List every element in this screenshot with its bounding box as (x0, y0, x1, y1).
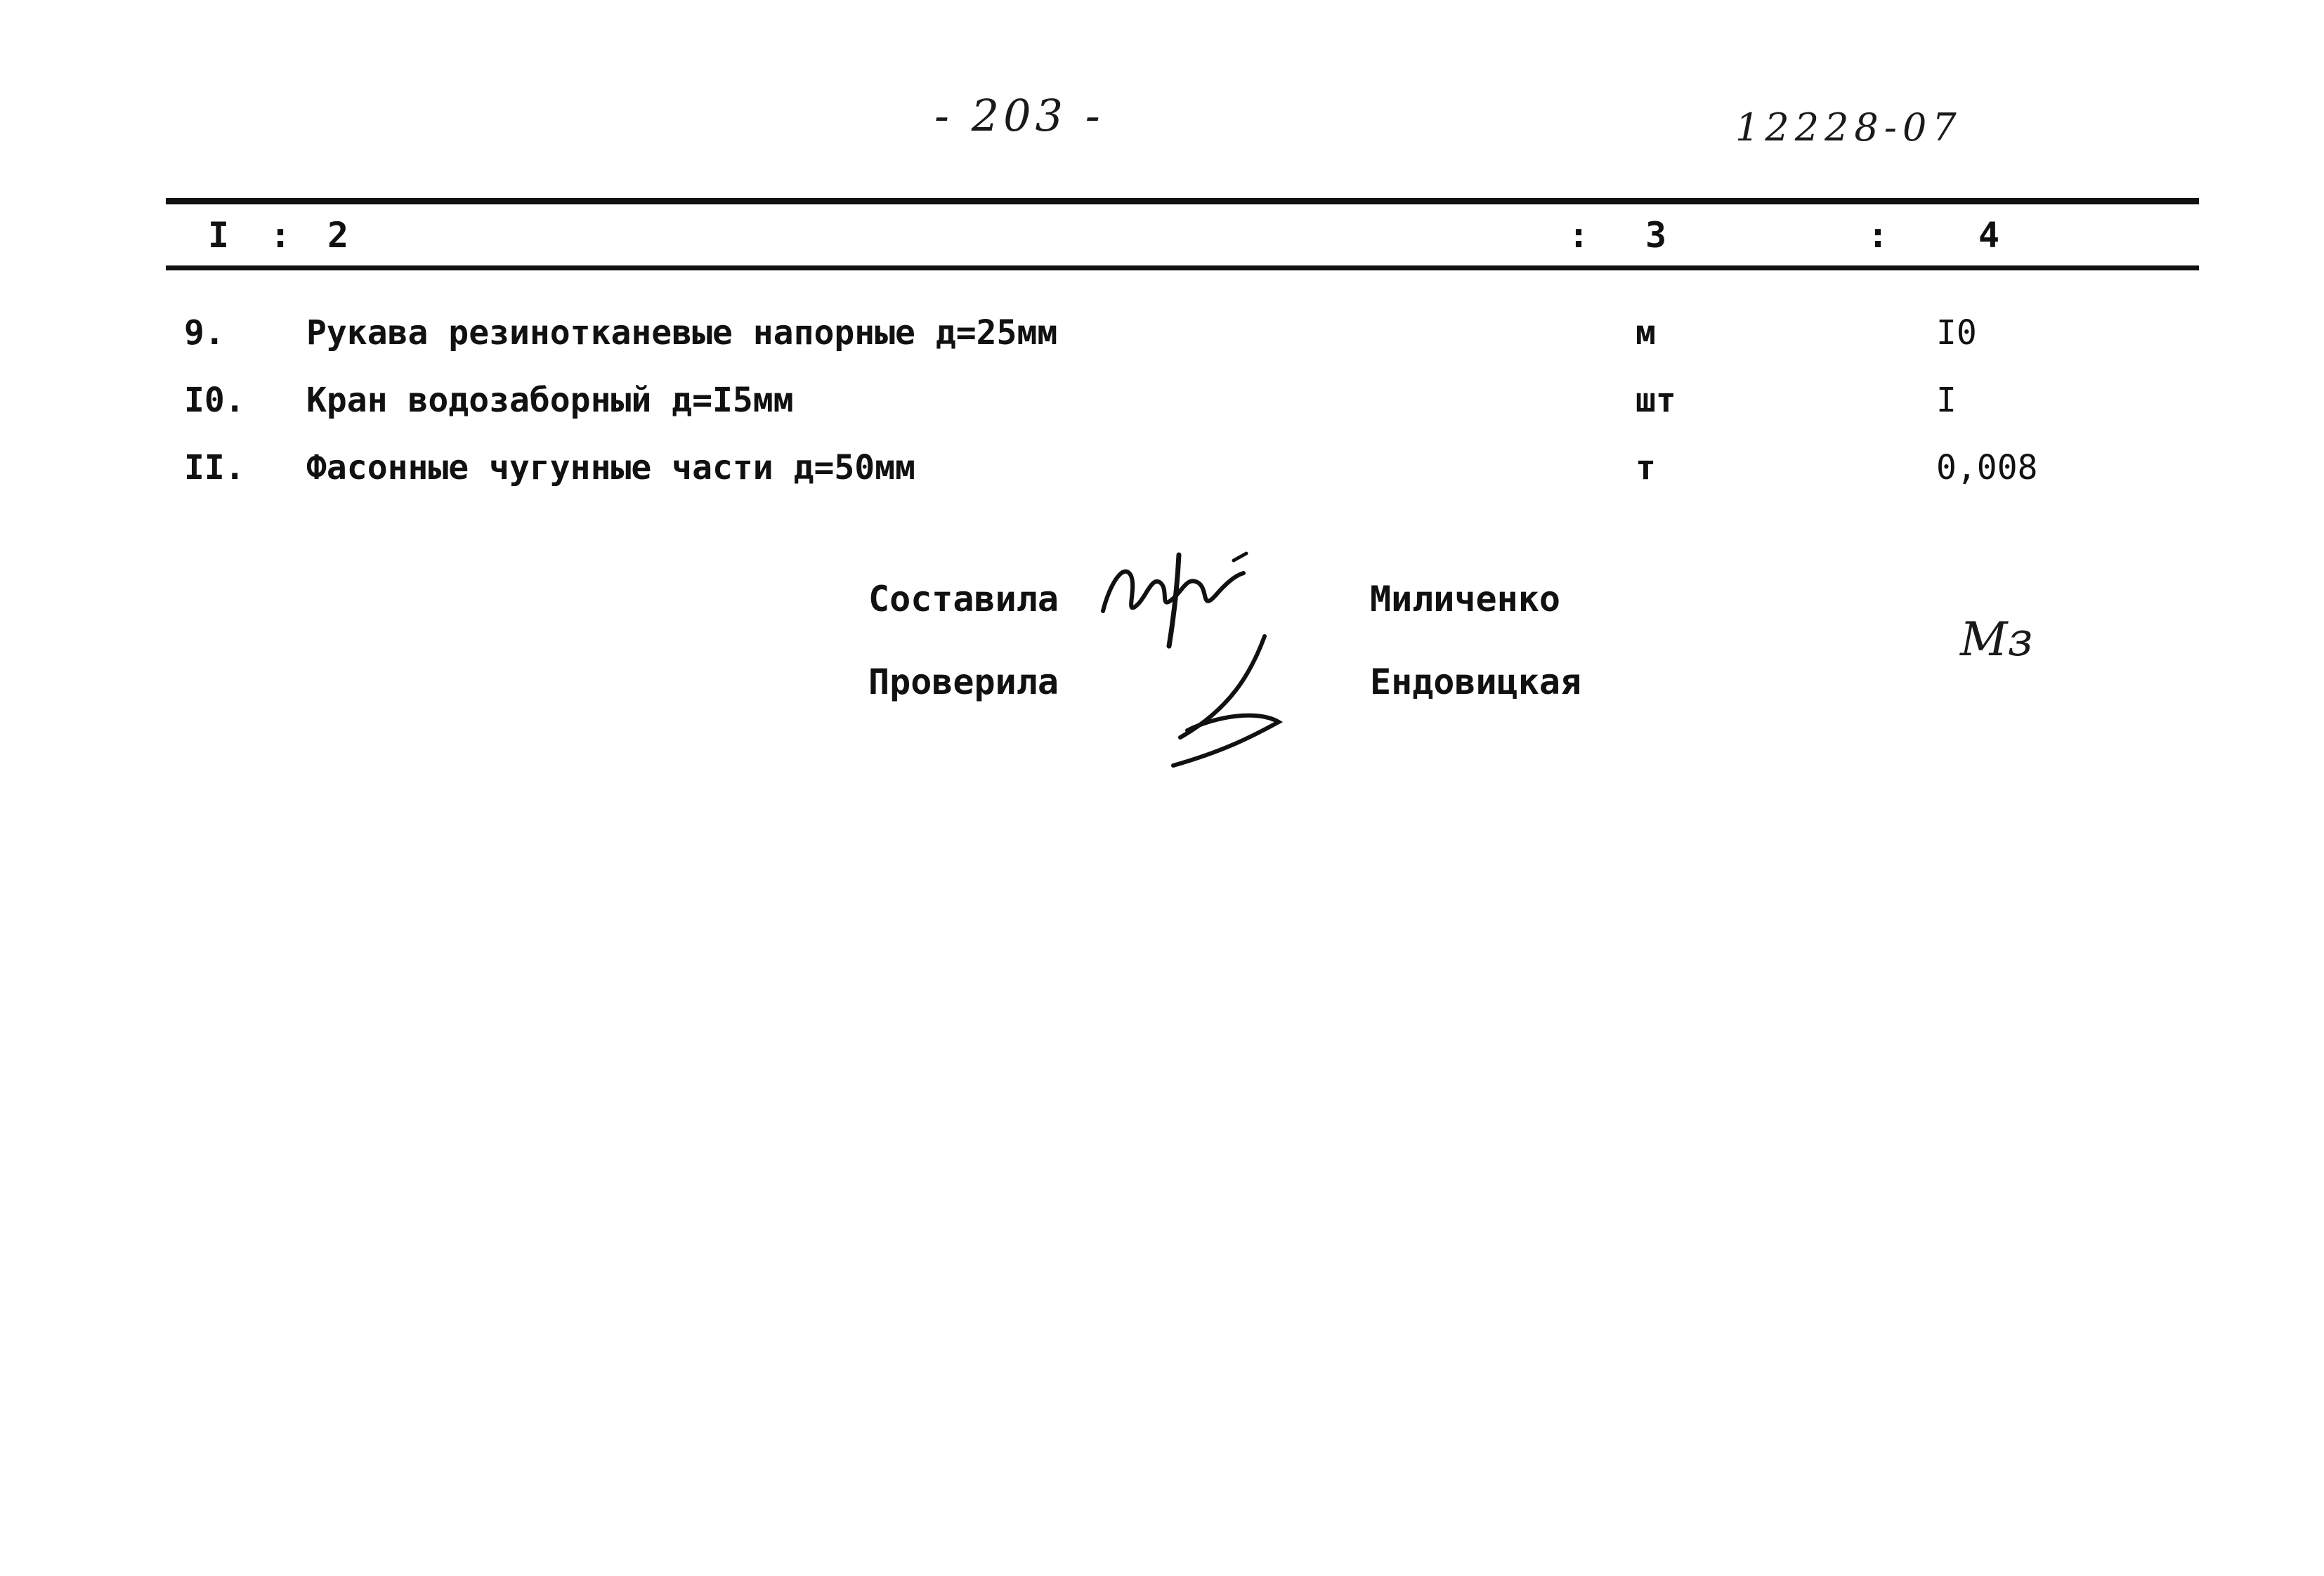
column-separator: : (1568, 215, 1590, 256)
column-header-3: 3 (1645, 215, 1667, 256)
row-unit: шт (1636, 381, 1676, 420)
column-header-2: 2 (327, 215, 349, 256)
column-header-4: 4 (1978, 215, 2000, 256)
compiled-by-label: Составила (868, 579, 1059, 619)
initials: Мз (1960, 612, 2033, 666)
row-name: Рукава резинотканевые напорные д=25мм (306, 313, 1058, 353)
checked-by-label: Проверила (868, 662, 1059, 702)
row-name: Кран водозаборный д=I5мм (306, 381, 794, 420)
row-number: I0. (184, 381, 245, 420)
row-number: II. (184, 448, 245, 487)
column-header-1: I (208, 215, 230, 256)
row-unit: м (1636, 313, 1656, 353)
row-quantity: I (1936, 381, 1957, 420)
row-unit: т (1636, 448, 1656, 487)
compiled-by-name: Миличенко (1370, 579, 1560, 619)
document-code: 12228-07 (1735, 105, 1962, 150)
page-number: - 203 - (934, 90, 1104, 141)
row-number: 9. (184, 313, 225, 353)
column-separator: : (270, 215, 292, 256)
table-top-rule (166, 198, 2199, 204)
row-quantity: I0 (1936, 313, 1977, 353)
row-quantity: 0,008 (1936, 448, 2038, 487)
row-name: Фасонные чугунные части д=50мм (306, 448, 915, 487)
checked-by-name: Ендовицкая (1370, 662, 1582, 702)
signature-checked (1159, 632, 1300, 773)
table-header-rule (166, 265, 2199, 270)
column-separator: : (1867, 215, 1889, 256)
